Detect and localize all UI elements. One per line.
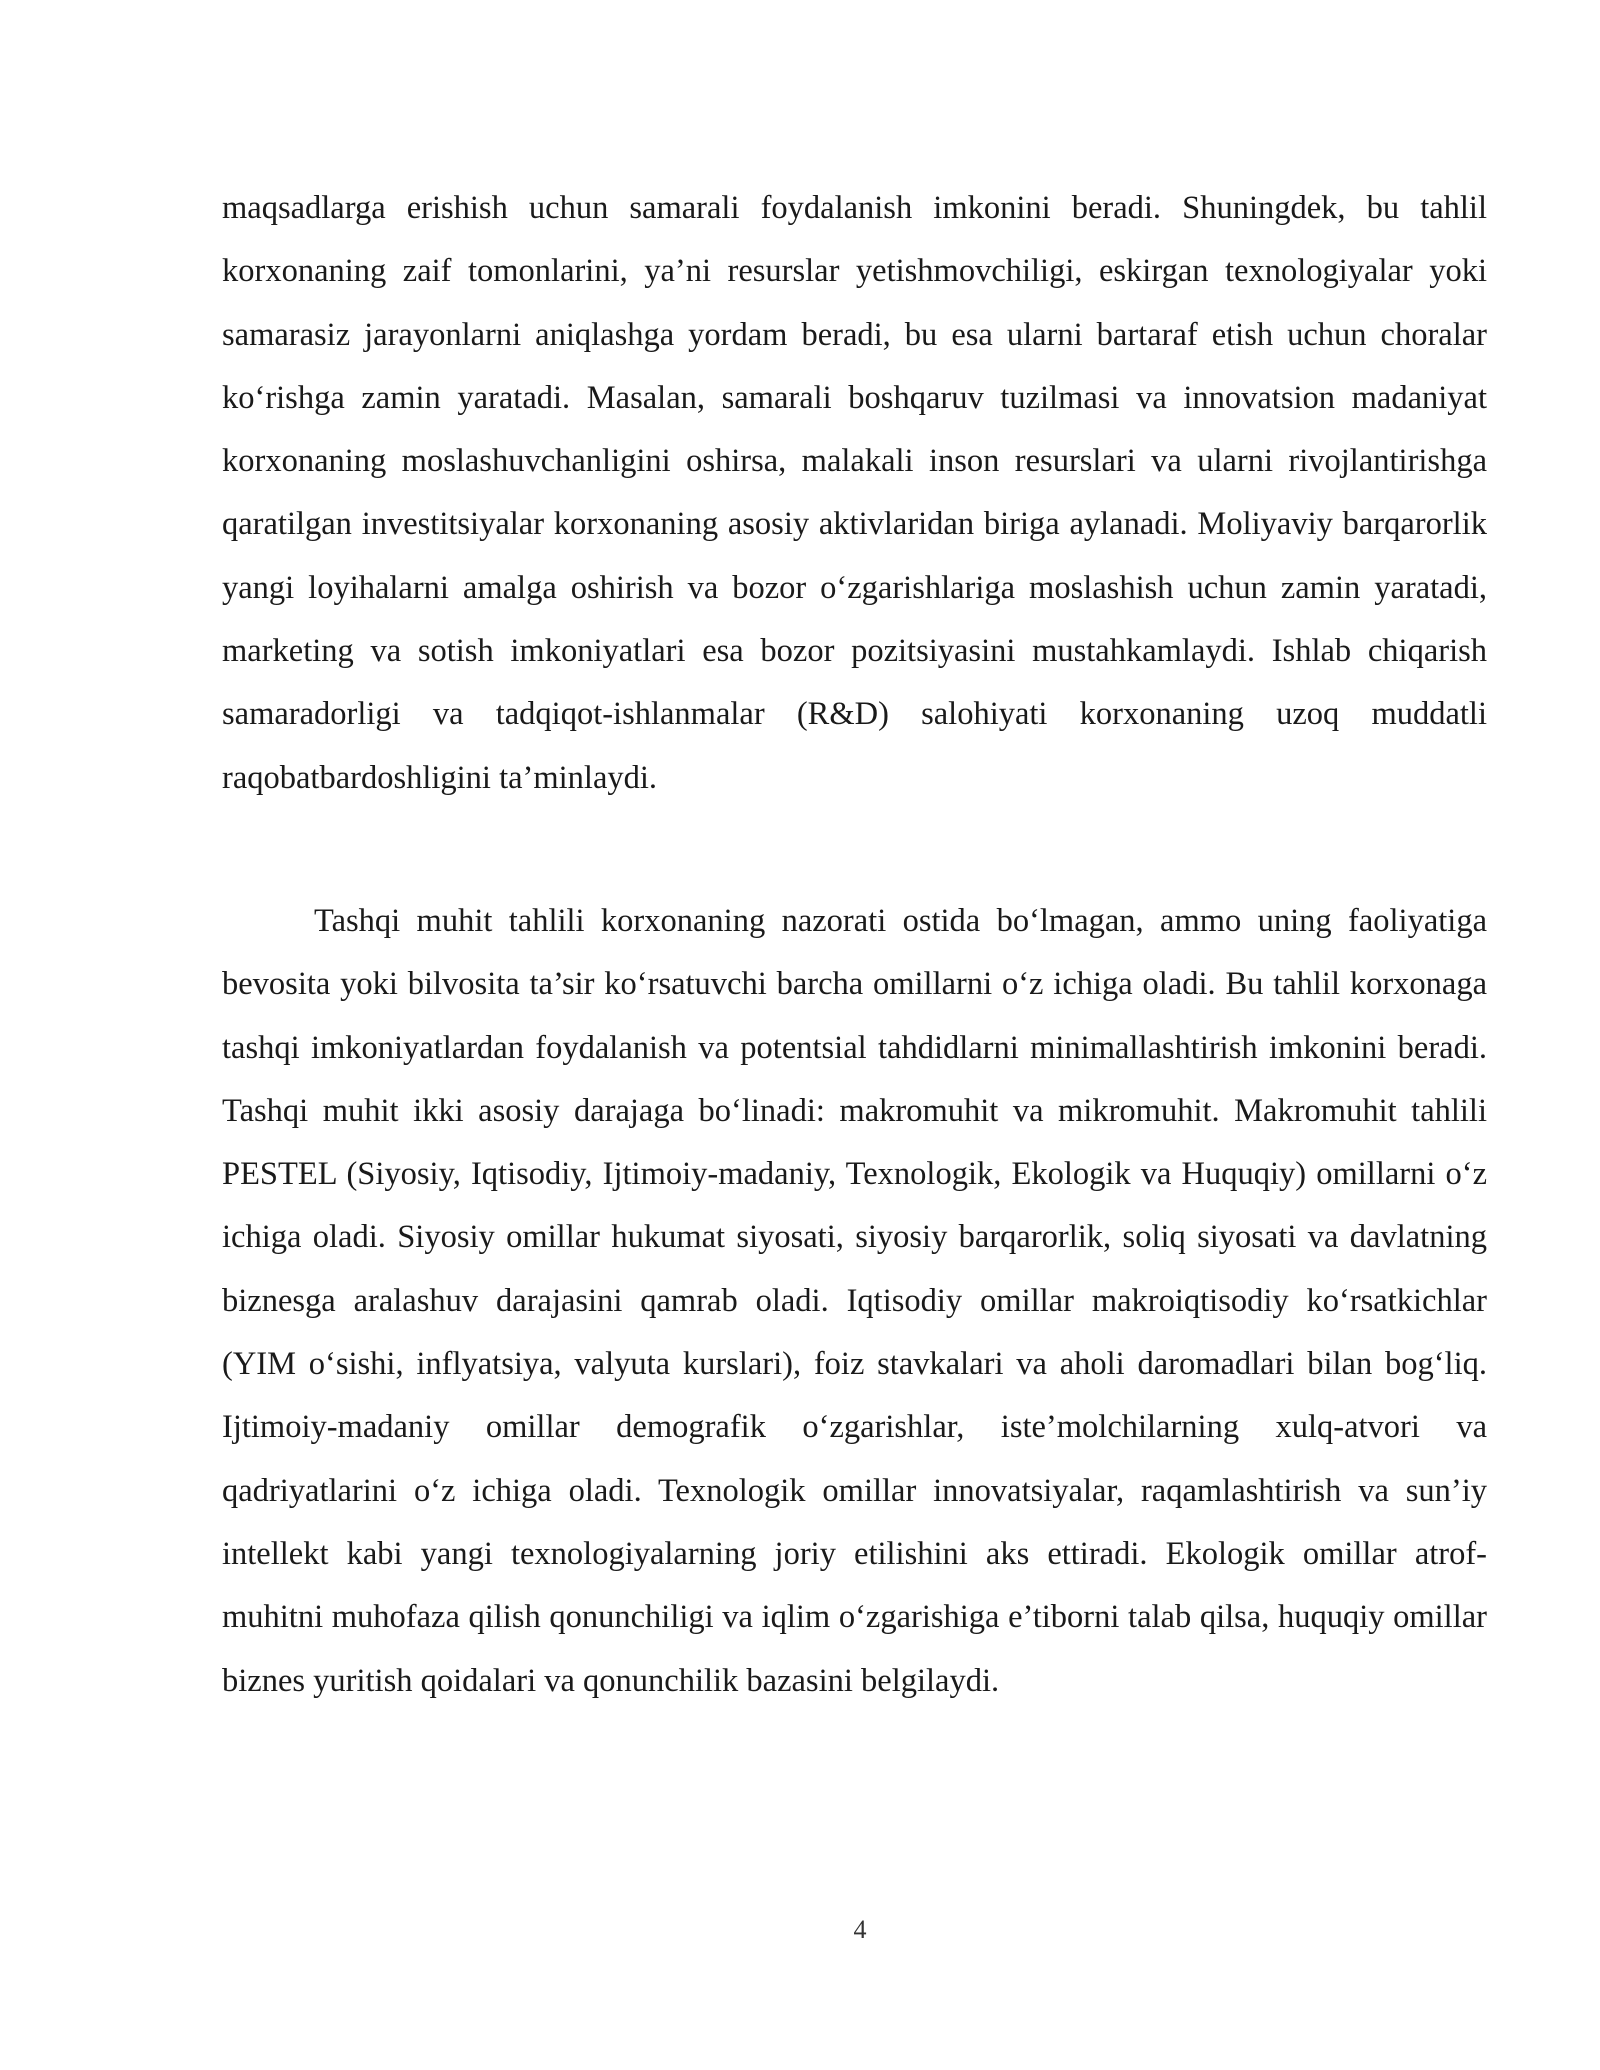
body-paragraph: maqsadlarga erishish uchun samarali foydalanish imkonini beradi. Shuningdek, bu tahlil korxonaning zaif tomonlarini, ya’ni resurslar yetishmovchiligi, eskirgan texnologiyalar yoki samarasiz jarayonlarni aniqlashga yordam beradi, bu esa ularni bartaraf etish uchun choralar ko‘rishga zamin yaratadi. Masalan, samarali boshqaruv tuzilmasi va innovatsion madaniyat korxonaning moslashuvchanligini oshirsa, malakali inson resurslari va ularni rivojlantirishga qaratilgan investitsiyalar korxonaning asosiy aktivlaridan biriga aylanadi. Moliyaviy barqarorlik yangi loyihalarni amalga oshirish va bozor o‘zgarishlariga moslashish uchun zamin yaratadi, marketing va sotish imkoniyatlari esa bozor pozitsiyasini mustahkamlaydi. Ishlab chiqarish samaradorligi va tadqiqot-ishlanmalar (R&D) salohiyati korxonaning uzoq muddatli raqobatbardoshligini ta’minlaydi.	[222, 190, 1487, 796]
page-number: 4	[853, 1915, 867, 1944]
paragraph-block-1	[222, 177, 1487, 810]
body-paragraph: Tashqi muhit tahlili korxonaning nazorati ostida bo‘lmagan, ammo uning faoliyatiga bevosita yoki bilvosita ta’sir ko‘rsatuvchi barcha omillarni o‘z ichiga oladi. Bu tahlil korxonaga tashqi imkoniyatlardan foydalanish va potentsial tahdidlarni minimallashtirish imkonini beradi. Tashqi muhit ikki asosiy darajaga bo‘linadi: makromuhit va mikromuhit. Makromuhit tahlili PESTEL (Siyosiy, Iqtisodiy, Ijtimoiy-madaniy, Texnologik, Ekologik va Huquqiy) omillarni o‘z ichiga oladi. Siyosiy omillar hukumat siyosati, siyosiy barqarorlik, soliq siyosati va davlatning biznesga aralashuv darajasini qamrab oladi. Iqtisodiy omillar makroiqtisodiy ko‘rsatkichlar (YIM o‘sishi, inflyatsiya, valyuta kurslari), foiz stavkalari va aholi daromadlari bilan bog‘liq. Ijtimoiy-madaniy omillar demografik o‘zgarishlar, iste’molchilarning xulq-atvori va qadriyatlarini o‘z ichiga oladi. Texnologik omillar innovatsiyalar, raqamlashtirish va sun’iy intellekt kabi yangi texnologiyalarning joriy etilishini aks ettiradi. Ekologik omillar atrof-muhitni muhofaza qilish qonunchiligi va iqlim o‘zgarishiga e’tiborni talab qilsa, huquqiy omillar biznes yuritish qoidalari va qonunchilik bazasini belgilaydi.	[222, 903, 1487, 1699]
paragraph-block-2	[222, 890, 1487, 1713]
